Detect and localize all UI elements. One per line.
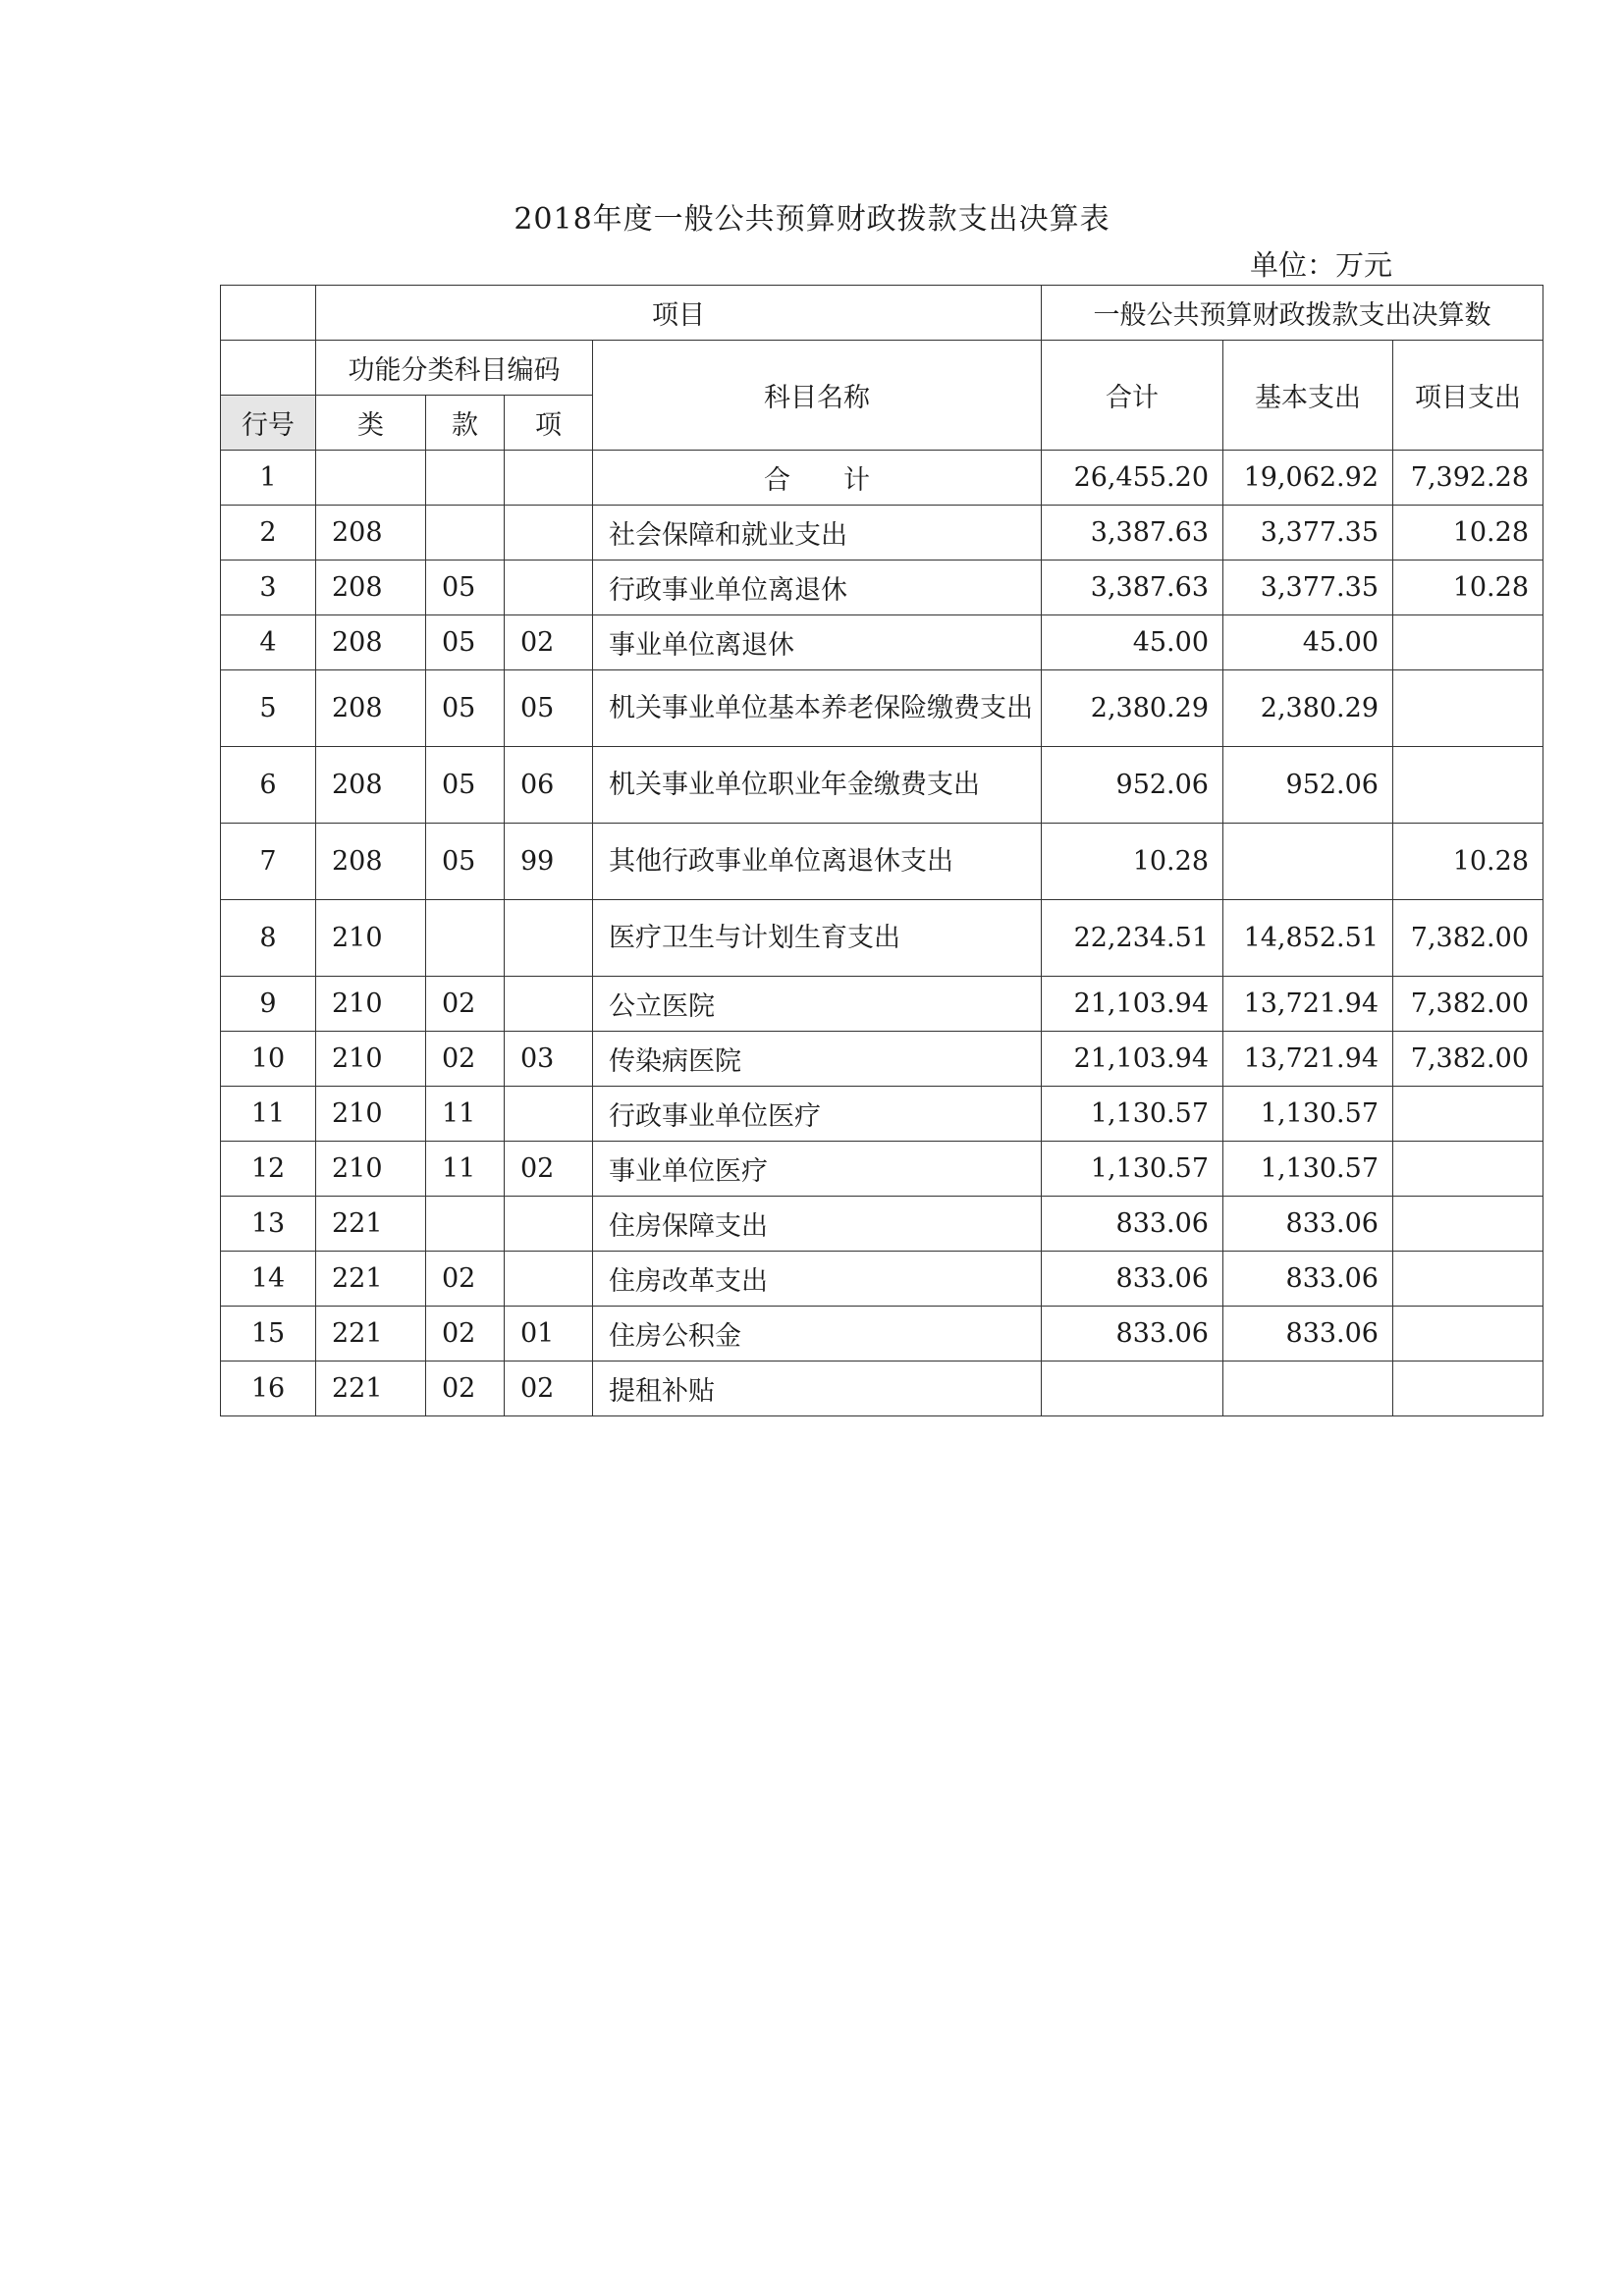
header-code-group: 功能分类科目编码 (316, 341, 593, 396)
subject-name-cell: 事业单位医疗 (593, 1142, 1042, 1197)
kuan-cell (426, 900, 505, 977)
xiang-cell: 03 (505, 1032, 593, 1087)
table-row (221, 824, 1543, 900)
project-cell: 10.28 (1393, 824, 1543, 900)
basic-cell: 13,721.94 (1223, 1032, 1393, 1087)
xiang-cell (505, 506, 593, 561)
subject-name-cell: 公立医院 (593, 977, 1042, 1032)
table-row (221, 1032, 1543, 1087)
kuan-cell: 02 (426, 1307, 505, 1362)
subject-name-cell: 行政事业单位离退休 (593, 561, 1042, 615)
lei-cell: 210 (316, 1142, 426, 1197)
header-total: 合计 (1042, 341, 1223, 451)
project-cell (1393, 1197, 1543, 1252)
subject-name-cell: 行政事业单位医疗 (593, 1087, 1042, 1142)
kuan-cell (426, 506, 505, 561)
kuan-cell: 02 (426, 1362, 505, 1416)
kuan-cell: 02 (426, 1032, 505, 1087)
subject-name-cell: 事业单位离退休 (593, 615, 1042, 670)
xiang-cell (505, 977, 593, 1032)
lei-cell: 208 (316, 561, 426, 615)
xiang-cell (505, 1252, 593, 1307)
header-blank-cell (221, 286, 316, 341)
subject-name-cell: 合 计 (593, 451, 1042, 506)
table-row (221, 1307, 1543, 1362)
row-no-cell: 9 (221, 977, 316, 1032)
basic-cell: 3,377.35 (1223, 561, 1393, 615)
basic-cell (1223, 824, 1393, 900)
basic-cell: 952.06 (1223, 747, 1393, 824)
table-row (221, 615, 1543, 670)
subject-name-cell: 医疗卫生与计划生育支出 (593, 900, 1042, 977)
header-budget-group: 一般公共预算财政拨款支出决算数 (1042, 286, 1543, 341)
basic-cell: 45.00 (1223, 615, 1393, 670)
row-no-cell: 12 (221, 1142, 316, 1197)
table-row (221, 670, 1543, 747)
header-basic: 基本支出 (1223, 341, 1393, 451)
total-cell: 21,103.94 (1042, 977, 1223, 1032)
xiang-cell: 99 (505, 824, 593, 900)
table-row (221, 1252, 1543, 1307)
header-blank-cell-2 (221, 341, 316, 396)
total-cell: 1,130.57 (1042, 1087, 1223, 1142)
total-cell: 833.06 (1042, 1307, 1223, 1362)
header-project: 项目支出 (1393, 341, 1543, 451)
project-cell (1393, 1252, 1543, 1307)
lei-cell: 221 (316, 1252, 426, 1307)
kuan-cell: 11 (426, 1142, 505, 1197)
lei-cell: 221 (316, 1197, 426, 1252)
project-cell (1393, 615, 1543, 670)
total-cell: 952.06 (1042, 747, 1223, 824)
table-row (221, 977, 1543, 1032)
table-row (221, 506, 1543, 561)
table-row (221, 1362, 1543, 1416)
header-xiangmu: 项目 (316, 286, 1042, 341)
xiang-cell (505, 900, 593, 977)
kuan-cell (426, 1197, 505, 1252)
row-no-cell: 16 (221, 1362, 316, 1416)
basic-cell: 2,380.29 (1223, 670, 1393, 747)
basic-cell: 833.06 (1223, 1307, 1393, 1362)
basic-cell: 13,721.94 (1223, 977, 1393, 1032)
header-row-no: 行号 (221, 396, 316, 451)
total-cell: 3,387.63 (1042, 506, 1223, 561)
total-cell: 26,455.20 (1042, 451, 1223, 506)
subject-name-cell: 机关事业单位基本养老保险缴费支出 (593, 670, 1042, 747)
kuan-cell: 05 (426, 561, 505, 615)
row-no-cell: 2 (221, 506, 316, 561)
kuan-cell: 05 (426, 747, 505, 824)
expenditure-table (220, 285, 1543, 1416)
total-cell: 22,234.51 (1042, 900, 1223, 977)
lei-cell (316, 451, 426, 506)
basic-cell: 19,062.92 (1223, 451, 1393, 506)
table-row (221, 561, 1543, 615)
project-cell (1393, 670, 1543, 747)
total-cell: 3,387.63 (1042, 561, 1223, 615)
row-no-cell: 5 (221, 670, 316, 747)
unit-label: 单位：万元 (1249, 248, 1392, 282)
basic-cell: 3,377.35 (1223, 506, 1393, 561)
total-cell: 1,130.57 (1042, 1142, 1223, 1197)
project-cell (1393, 747, 1543, 824)
project-cell (1393, 1142, 1543, 1197)
project-cell: 7,382.00 (1393, 977, 1543, 1032)
row-no-cell: 3 (221, 561, 316, 615)
total-cell: 833.06 (1042, 1252, 1223, 1307)
lei-cell: 208 (316, 670, 426, 747)
row-no-cell: 7 (221, 824, 316, 900)
project-cell (1393, 1087, 1543, 1142)
basic-cell: 833.06 (1223, 1252, 1393, 1307)
subject-name-cell: 其他行政事业单位离退休支出 (593, 824, 1042, 900)
table-row (221, 1142, 1543, 1197)
project-cell (1393, 1362, 1543, 1416)
row-no-cell: 6 (221, 747, 316, 824)
total-cell: 10.28 (1042, 824, 1223, 900)
project-cell: 10.28 (1393, 506, 1543, 561)
row-no-cell: 11 (221, 1087, 316, 1142)
xiang-cell (505, 1087, 593, 1142)
xiang-cell (505, 561, 593, 615)
subject-name-cell: 住房公积金 (593, 1307, 1042, 1362)
row-no-cell: 14 (221, 1252, 316, 1307)
basic-cell: 833.06 (1223, 1197, 1393, 1252)
kuan-cell: 05 (426, 824, 505, 900)
row-no-cell: 1 (221, 451, 316, 506)
lei-cell: 210 (316, 1087, 426, 1142)
lei-cell: 210 (316, 900, 426, 977)
kuan-cell: 11 (426, 1087, 505, 1142)
header-xiang: 项 (505, 396, 593, 451)
kuan-cell: 05 (426, 670, 505, 747)
row-no-cell: 8 (221, 900, 316, 977)
project-cell: 7,382.00 (1393, 1032, 1543, 1087)
project-cell: 7,392.28 (1393, 451, 1543, 506)
subject-name-cell: 传染病医院 (593, 1032, 1042, 1087)
kuan-cell (426, 451, 505, 506)
subject-name-cell: 住房改革支出 (593, 1252, 1042, 1307)
page-title: 2018年度一般公共预算财政拨款支出决算表 (514, 202, 1110, 237)
total-cell: 45.00 (1042, 615, 1223, 670)
xiang-cell: 02 (505, 1362, 593, 1416)
row-no-cell: 10 (221, 1032, 316, 1087)
row-no-cell: 13 (221, 1197, 316, 1252)
lei-cell: 208 (316, 747, 426, 824)
basic-cell: 14,852.51 (1223, 900, 1393, 977)
lei-cell: 221 (316, 1307, 426, 1362)
subject-name-cell: 机关事业单位职业年金缴费支出 (593, 747, 1042, 824)
xiang-cell: 02 (505, 1142, 593, 1197)
total-cell: 2,380.29 (1042, 670, 1223, 747)
total-cell: 833.06 (1042, 1197, 1223, 1252)
basic-cell: 1,130.57 (1223, 1087, 1393, 1142)
xiang-cell: 05 (505, 670, 593, 747)
basic-cell (1223, 1362, 1393, 1416)
lei-cell: 210 (316, 1032, 426, 1087)
row-no-cell: 15 (221, 1307, 316, 1362)
table-row (221, 1087, 1543, 1142)
lei-cell: 221 (316, 1362, 426, 1416)
xiang-cell: 06 (505, 747, 593, 824)
project-cell (1393, 1307, 1543, 1362)
table-row (221, 1197, 1543, 1252)
lei-cell: 210 (316, 977, 426, 1032)
header-kuan: 款 (426, 396, 505, 451)
kuan-cell: 02 (426, 977, 505, 1032)
lei-cell: 208 (316, 615, 426, 670)
xiang-cell (505, 451, 593, 506)
basic-cell: 1,130.57 (1223, 1142, 1393, 1197)
xiang-cell (505, 1197, 593, 1252)
subject-name-cell: 提租补贴 (593, 1362, 1042, 1416)
lei-cell: 208 (316, 824, 426, 900)
xiang-cell: 02 (505, 615, 593, 670)
subject-name-cell: 社会保障和就业支出 (593, 506, 1042, 561)
kuan-cell: 05 (426, 615, 505, 670)
table-row (221, 900, 1543, 977)
table-row (221, 451, 1543, 506)
total-cell (1042, 1362, 1223, 1416)
lei-cell: 208 (316, 506, 426, 561)
table-row (221, 747, 1543, 824)
kuan-cell: 02 (426, 1252, 505, 1307)
total-cell: 21,103.94 (1042, 1032, 1223, 1087)
subject-name-cell: 住房保障支出 (593, 1197, 1042, 1252)
header-subject-name: 科目名称 (593, 341, 1042, 451)
header-lei: 类 (316, 396, 426, 451)
project-cell: 10.28 (1393, 561, 1543, 615)
xiang-cell: 01 (505, 1307, 593, 1362)
row-no-cell: 4 (221, 615, 316, 670)
project-cell: 7,382.00 (1393, 900, 1543, 977)
